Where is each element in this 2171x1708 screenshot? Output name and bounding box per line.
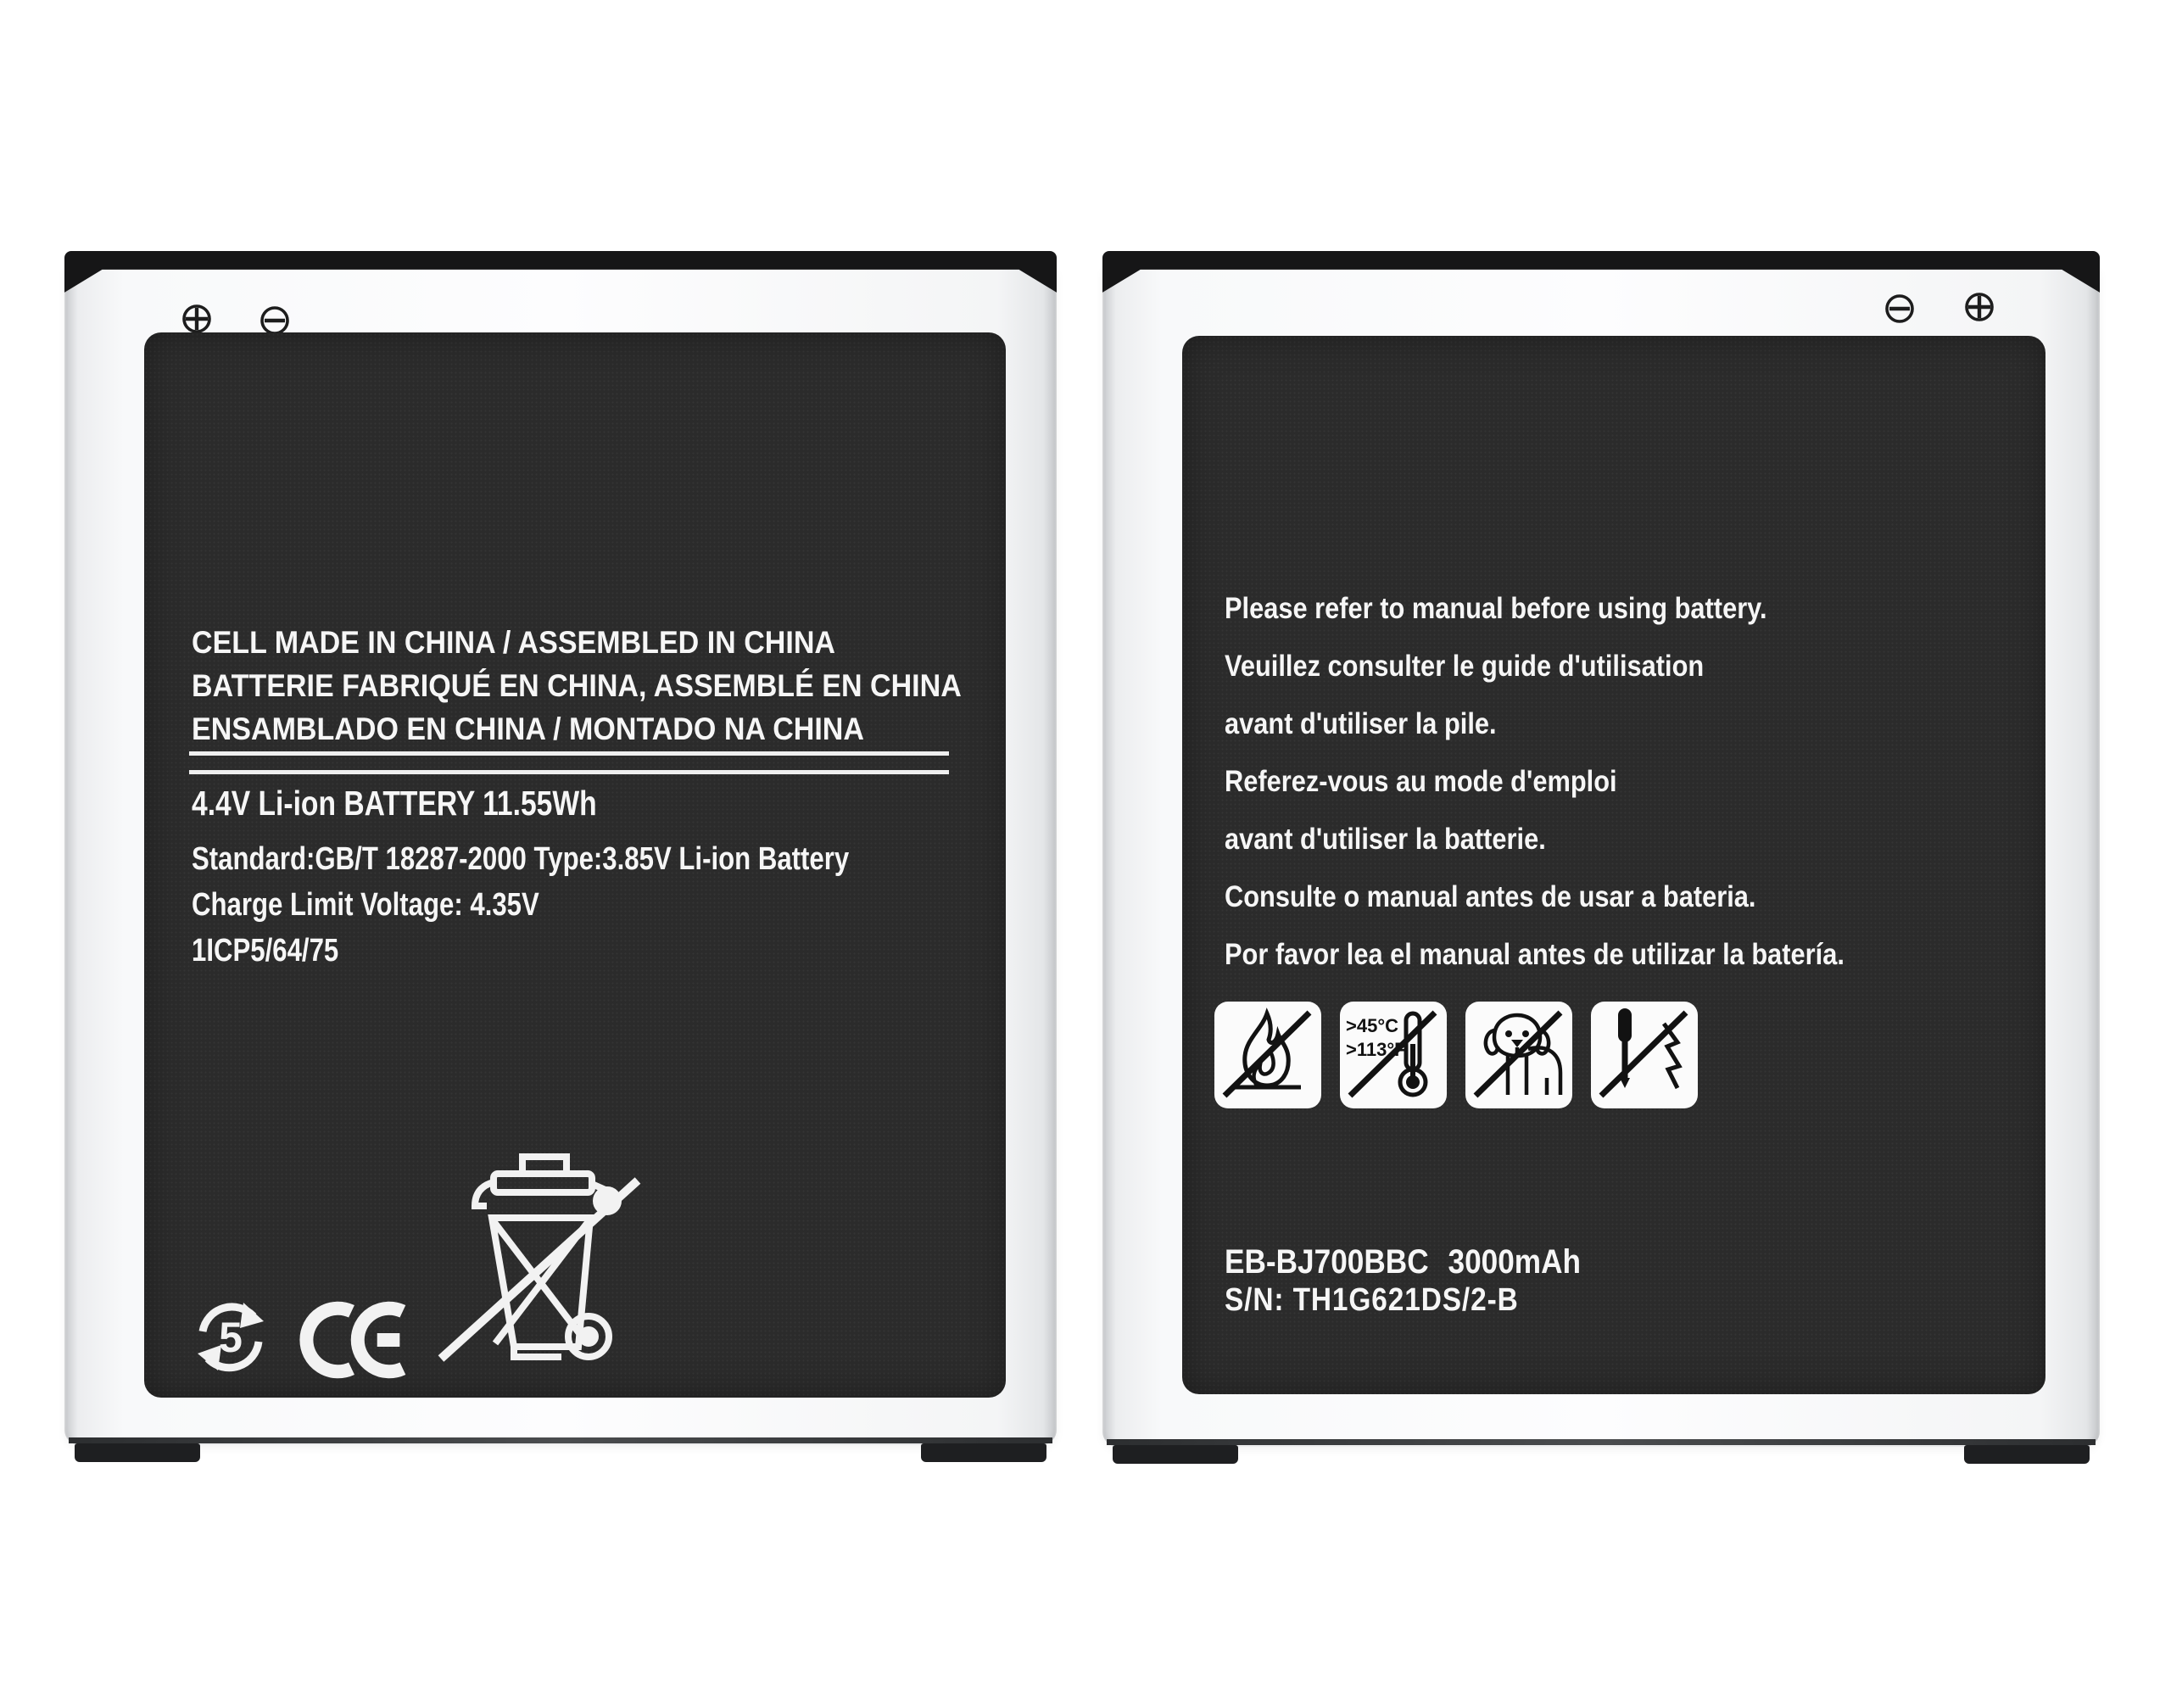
no-pets-icon (1464, 999, 1574, 1111)
efup-years-number: 5 (219, 1314, 243, 1361)
spec-line-cell-type: 1ICP5/64/75 (192, 933, 339, 968)
minus-terminal-icon (260, 305, 290, 336)
origin-line: CELL MADE IN CHINA / ASSEMBLED IN CHINA (192, 625, 835, 660)
capacity: 3000mAh (1448, 1243, 1582, 1281)
notice-line-fr: avant d'utiliser la pile. (1225, 707, 1497, 740)
spec-line-standard: Standard:GB/T 18287-2000 Type:3.85V Li-ion Battery (192, 841, 850, 877)
origin-line: ENSAMBLADO EN CHINA / MONTADO NA CHINA (192, 712, 864, 746)
plus-terminal-icon (181, 304, 212, 334)
usage-notice (1225, 580, 1845, 984)
temp-limit-celsius: >45°C (1346, 1015, 1399, 1036)
notice-line-pt: Consulte o manual antes de usar a bateria. (1225, 880, 1756, 913)
battery-foot-left (75, 1443, 200, 1462)
ce-mark-icon (288, 1292, 409, 1387)
bottom-seam (1107, 1439, 2096, 1445)
model-capacity-line (1225, 1243, 1581, 1281)
temperature-limit-icon (1338, 999, 1448, 1111)
minus-terminal-icon (1884, 293, 1915, 324)
battery-back (1102, 251, 2100, 1464)
efup-recycle-icon (191, 1292, 271, 1379)
back-label (1182, 336, 2045, 1394)
bottom-seam (69, 1437, 1052, 1443)
battery-front (64, 251, 1057, 1462)
notice-line-en: Please refer to manual before using battery. (1225, 592, 1767, 625)
plus-terminal-icon (1964, 292, 1995, 322)
battery-foot-right (1964, 1445, 2090, 1464)
temp-limit-fahrenheit: >113°F (1346, 1039, 1406, 1060)
weee-bin-icon (419, 1133, 663, 1377)
notice-line-es: Por favor lea el manual antes de utilizar la batería. (1225, 938, 1845, 971)
origin-statement (192, 621, 962, 751)
notice-line-fr: Referez-vous au mode d'emploi (1225, 765, 1617, 798)
notice-line-fr: Veuillez consulter le guide d'utilisation (1225, 650, 1705, 683)
divider-rule (189, 751, 949, 774)
spec-line-voltage: 4.4V Li-ion BATTERY 11.55Wh (192, 784, 597, 823)
no-disassembly-icon (1589, 999, 1699, 1111)
warning-icons-row (1213, 999, 1699, 1111)
battery-foot-left (1113, 1445, 1238, 1464)
battery-foot-right (921, 1443, 1046, 1462)
spec-line-charge-limit: Charge Limit Voltage: 4.35V (192, 887, 539, 923)
model-number: EB-BJ700BBC (1225, 1243, 1429, 1281)
origin-line: BATTERIE FABRIQUÉ EN CHINA, ASSEMBLÉ EN CHINA (192, 668, 962, 703)
front-label (144, 332, 1006, 1398)
serial-number: S/N: TH1G621DS/2-B (1225, 1282, 1519, 1318)
no-fire-icon (1213, 999, 1323, 1111)
notice-line-fr: avant d'utiliser la batterie. (1225, 823, 1546, 856)
